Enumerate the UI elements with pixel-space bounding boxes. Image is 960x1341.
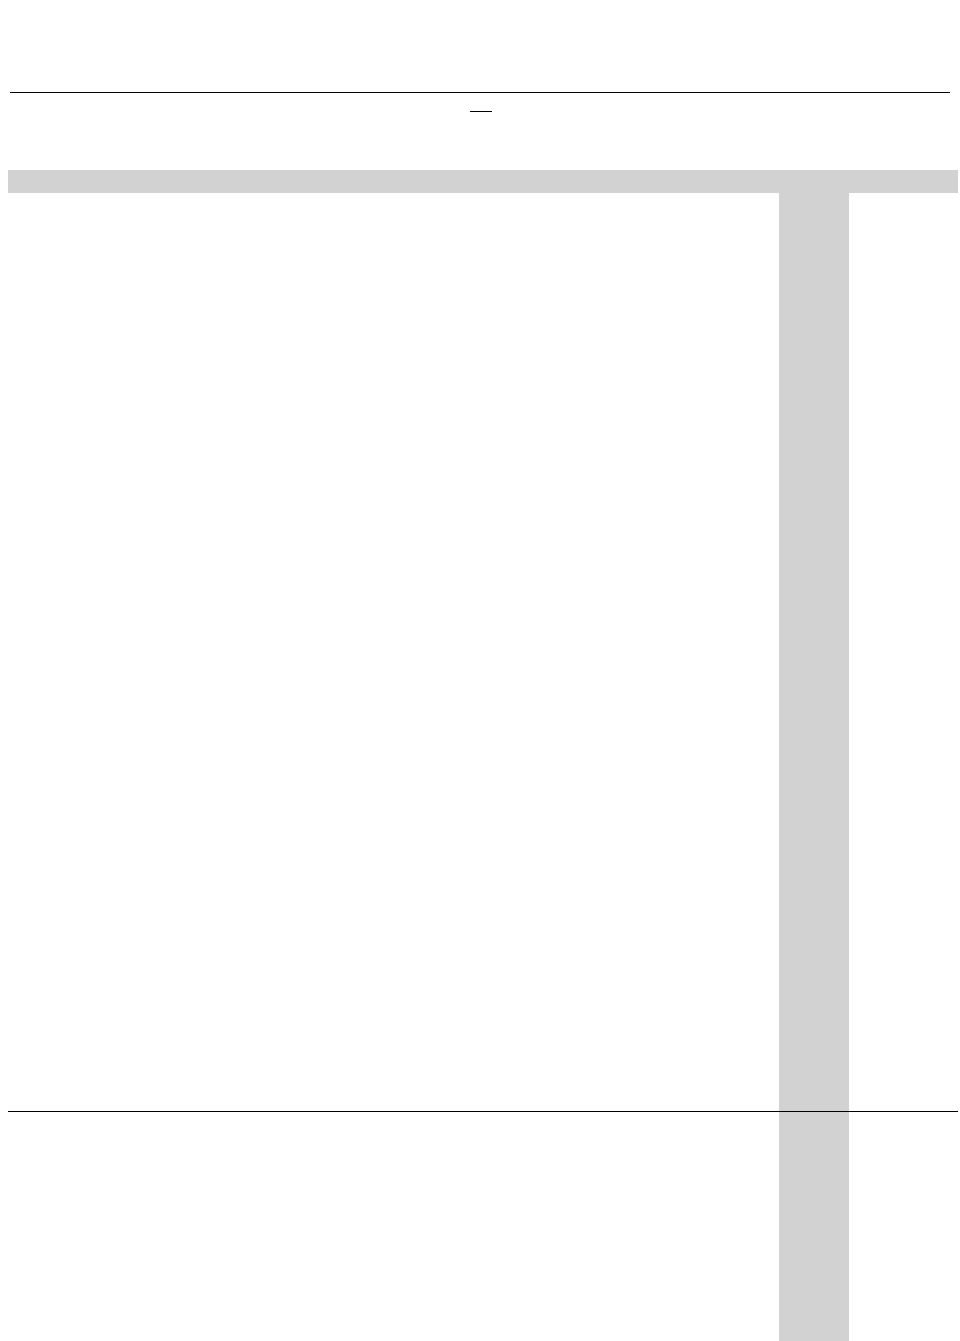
highlight-column-2015 (779, 170, 849, 1341)
header-rule (10, 92, 950, 93)
total-separator (8, 1111, 958, 1112)
header-rule-tail (470, 111, 492, 112)
table-header-background (8, 170, 958, 193)
